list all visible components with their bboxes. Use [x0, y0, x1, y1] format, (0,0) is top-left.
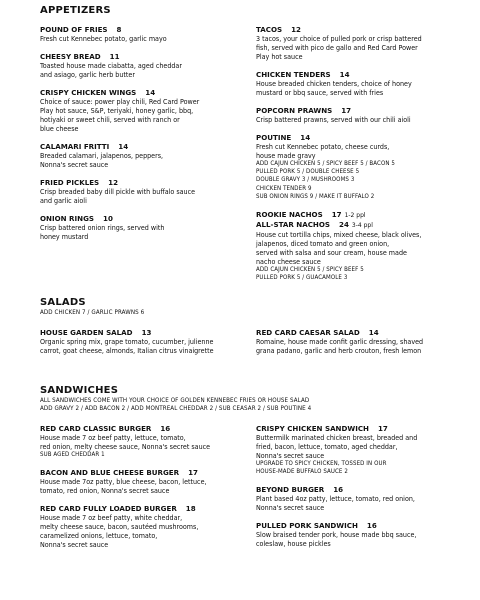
menu-item [40, 88, 245, 133]
menu-item [256, 485, 471, 512]
menu-item-name: CRISPY CHICKEN WINGS [40, 88, 137, 97]
menu-item-header [256, 70, 471, 79]
menu-item-description: Nonna's secret sauce [40, 540, 109, 550]
menu-item-description: House made 7 oz beef patty, white cheddar, [40, 513, 183, 523]
sandwiches-left-column [40, 424, 245, 558]
menu-item-description: fried, bacon, lettuce, tomato, aged cheddar, [256, 442, 398, 451]
menu-item-name: CRISPY CHICKEN SANDWICH [256, 424, 369, 433]
menu-item [40, 178, 245, 205]
menu-item [40, 328, 255, 355]
menu-item-description: house made gravy [256, 151, 316, 160]
menu-item [256, 70, 471, 97]
menu-item-name: FRIED PICKLES [40, 178, 100, 187]
menu-item-name: RED CARD CLASSIC BURGER [40, 424, 152, 433]
menu-item-header [40, 25, 245, 34]
menu-item-header [256, 328, 471, 337]
menu-item-price: 17 [331, 210, 342, 220]
menu-item-price: 17 [378, 424, 388, 433]
menu-item-header [40, 424, 245, 433]
menu-item-price: 14 [368, 328, 379, 337]
menu-item-header [256, 133, 471, 142]
menu-item-name: TACOS [256, 25, 283, 34]
menu-item [40, 504, 245, 549]
menu-item-description: Choice of sauce: power play chili, Red Card Power [40, 97, 200, 106]
menu-item-addon: PULLED PORK 5 / DOUBLE CHEESE 5 [256, 168, 360, 176]
menu-item-name: CHICKEN TENDERS [256, 70, 331, 79]
menu-item [40, 142, 245, 169]
menu-item-description: Crisp battered onion rings, served with [40, 223, 165, 232]
menu-item-description: Play hot sauce [256, 52, 303, 61]
menu-item-price: 14 [339, 70, 350, 79]
menu-item-header [40, 52, 245, 61]
menu-item-description: Slow braised tender pork, house made bbq sauce, [256, 530, 417, 540]
menu-item-addon: HOUSE-MADE BUFFALO SAUCE 2 [256, 468, 348, 476]
menu-item-price: 16 [333, 485, 344, 495]
menu-item-description: hotiyaki or sweet chili, served with ranch or [40, 115, 180, 124]
menu-item-description: Nonna's secret sauce [40, 160, 109, 169]
menu-item-price: 14 [118, 142, 129, 151]
menu-item-header [256, 220, 471, 230]
menu-item-addon: SUB AGED CHEDDAR 1 [40, 451, 105, 458]
menu-item-name: PULLED PORK SANDWICH [256, 521, 358, 531]
menu-item-price: 13 [141, 328, 152, 337]
menu-item [256, 210, 471, 282]
salads-addons-note: ADD CHICKEN 7 / GARLIC PRAWNS 6 [40, 309, 145, 316]
menu-item-price: 18 [185, 504, 196, 514]
menu-item [40, 52, 245, 79]
menu-item-header [40, 178, 245, 187]
menu-item-price: 16 [366, 521, 377, 531]
menu-item-price: 14 [300, 133, 311, 142]
menu-item [40, 424, 245, 459]
menu-item-header [256, 485, 471, 494]
menu-item [256, 424, 471, 476]
menu-item-description: Plant based 4oz patty, lettuce, tomato, red onion, [256, 494, 415, 504]
menu-item-price: 8 [116, 25, 122, 34]
salads-right-column [256, 328, 471, 364]
menu-item-addon: UPGRADE TO SPICY CHICKEN, TOSSED IN OUR [256, 460, 387, 467]
menu-item-name: ALL-STAR NACHOS [256, 220, 331, 230]
menu-item-description: and asiago, garlic herb butter [40, 70, 135, 79]
menu-item-name: POPCORN PRAWNS [256, 106, 333, 115]
menu-item-description: coleslaw, house pickles [256, 539, 331, 549]
sandwiches-heading: SANDWICHES [40, 385, 119, 396]
menu-item-price: 24 [339, 220, 349, 230]
menu-item [256, 25, 471, 61]
menu-item-description: grana padano, garlic and herb crouton, fresh lemon [256, 346, 422, 355]
appetizers-left-column [40, 25, 245, 250]
sandwiches-addons-note: ADD GRAVY 2 / ADD BACON 2 / ADD MONTREAL CHEDDAR 2 / SUB CEASAR 2 / SUB POUTINE 4 [40, 405, 312, 412]
menu-item-price: 17 [188, 468, 198, 478]
menu-item-description: Fresh cut Kennebec potato, garlic mayo [40, 34, 167, 43]
sandwiches-right-column [256, 424, 471, 557]
menu-item-name: POUTINE [256, 133, 292, 142]
menu-item [40, 468, 245, 495]
menu-item-serving: 1-2 ppl [344, 212, 366, 220]
menu-item-description: served with salsa and sour cream, house made [256, 248, 407, 258]
menu-item-addon: CHICKEN TENDER 9 [256, 184, 312, 192]
menu-item-price: 12 [108, 178, 119, 187]
appetizers-heading: APPETIZERS [40, 5, 111, 16]
menu-item-description: Fresh cut Kennebec potato, cheese curds, [256, 142, 390, 151]
menu-item-description: blue cheese [40, 124, 79, 133]
menu-item-header [256, 25, 471, 34]
menu-item-description: Romaine, house made confit garlic dressing, shaved [256, 337, 424, 346]
menu-item-description: Play hot sauce, S&P, teriyaki, honey garlic, bbq, [40, 106, 194, 115]
menu-item-header [256, 106, 471, 115]
menu-item-price: 17 [341, 106, 352, 115]
menu-item-description: Nonna's secret sauce [256, 503, 325, 513]
sandwiches-sides-note: ALL SANDWICHES COME WITH YOUR CHOICE OF GOLDEN KENNEBEC FRIES OR HOUSE SALAD [40, 397, 310, 404]
menu-item-price: 10 [103, 214, 113, 223]
menu-item-description: Breaded calamari, jalapenos, peppers, [40, 151, 164, 160]
menu-item-description: Toasted house made ciabatta, aged cheddar [40, 61, 182, 70]
menu-item-description: Organic spring mix, grape tomato, cucumber, julienne [40, 337, 214, 346]
menu-item-description: caramelized onions, lettuce, tomato, [40, 531, 158, 541]
menu-item-header [40, 468, 245, 477]
menu-item [256, 106, 471, 124]
menu-item-name: ONION RINGS [40, 214, 95, 223]
menu-item-description: Buttermilk marinated chicken breast, breaded and [256, 433, 418, 442]
menu-item-addon: SUB ONION RINGS 9 / MAKE IT BUFFALO 2 [256, 192, 375, 200]
menu-item-name: CHEESY BREAD [40, 52, 101, 61]
menu-item-description: mustard or bbq sauce, served with fries [256, 88, 384, 97]
menu-item-description: Crisp breaded baby dill pickle with buffalo sauce [40, 187, 196, 196]
menu-item-price: 11 [109, 52, 120, 61]
menu-item-description: House made 7oz patty, blue cheese, bacon, lettuce, [40, 477, 207, 487]
menu-item-serving: 3-4 ppl [351, 222, 373, 230]
menu-item-header [40, 88, 245, 97]
menu-item-addon: DOUBLE GRAVY 3 / MUSHROOMS 3 [256, 176, 355, 184]
menu-item-header [40, 214, 245, 223]
menu-item-description: 3 tacos, your choice of pulled pork or crisp battered [256, 34, 422, 43]
menu-item-name: HOUSE GARDEN SALAD [40, 328, 133, 337]
menu-item-description: fish, served with pico de gallo and Red Card Power [256, 43, 418, 52]
menu-item [40, 25, 245, 43]
menu-item [256, 521, 471, 548]
menu-item-description: red onion, melty cheese sauce, Nonna's secret sauce [40, 442, 211, 451]
menu-item [40, 214, 245, 241]
menu-item [256, 328, 471, 355]
menu-item-header [40, 328, 255, 337]
salads-heading: SALADS [40, 297, 86, 308]
menu-item-description: jalapenos, diced tomato and green onion, [256, 239, 390, 249]
menu-item-addon: ADD CAJUN CHICKEN 5 / SPICY BEEF 5 [256, 266, 364, 274]
menu-item-description: tomato, red onion, Nonna's secret sauce [40, 486, 170, 496]
menu-item-name: RED CARD CAESAR SALAD [256, 328, 360, 337]
menu-item-addon: ADD CAJUN CHICKEN 5 / SPICY BEEF 5 / BACON 5 [256, 160, 395, 167]
menu-item-description: nacho cheese sauce [256, 257, 321, 267]
menu-item-name: BEYOND BURGER [256, 485, 325, 495]
menu-item-name: POUND OF FRIES [40, 25, 108, 34]
menu-item-price: 14 [145, 88, 156, 97]
menu-item-description: House made 7 oz beef patty, lettuce, tomato, [40, 433, 186, 442]
menu-item-header [256, 210, 471, 220]
menu-item-description: House breaded chicken tenders, choice of honey [256, 79, 412, 88]
menu-item-name: RED CARD FULLY LOADED BURGER [40, 504, 177, 514]
menu-item-header [256, 424, 471, 433]
appetizers-right-column [256, 25, 471, 291]
menu-item-name: ROOKIE NACHOS [256, 210, 323, 220]
menu-item-name: CALAMARI FRITTI [40, 142, 110, 151]
menu-item-header [40, 504, 245, 513]
salads-left-column [40, 328, 255, 364]
menu-item-description: honey mustard [40, 232, 89, 241]
menu-item-description: Nonna's secret sauce [256, 451, 325, 460]
menu-item-header [40, 142, 245, 151]
menu-item [256, 133, 471, 201]
menu-item-description: carrot, goat cheese, almonds, Italian citrus vinaigrette [40, 346, 214, 355]
menu-item-price: 12 [291, 25, 301, 34]
menu-item-description: House cut tortilla chips, mixed cheese, black olives, [256, 230, 422, 240]
menu-item-name: BACON AND BLUE CHEESE BURGER [40, 468, 180, 478]
menu-item-description: melty cheese sauce, bacon, sautéed mushrooms, [40, 522, 199, 532]
menu-item-price: 16 [160, 424, 171, 433]
menu-item-addon: PULLED PORK 5 / GUACAMOLE 3 [256, 274, 348, 282]
menu-item-header [256, 521, 471, 530]
menu-item-description: and garlic aioli [40, 196, 87, 205]
menu-item-description: Crisp battered prawns, served with our chili aioli [256, 115, 411, 124]
